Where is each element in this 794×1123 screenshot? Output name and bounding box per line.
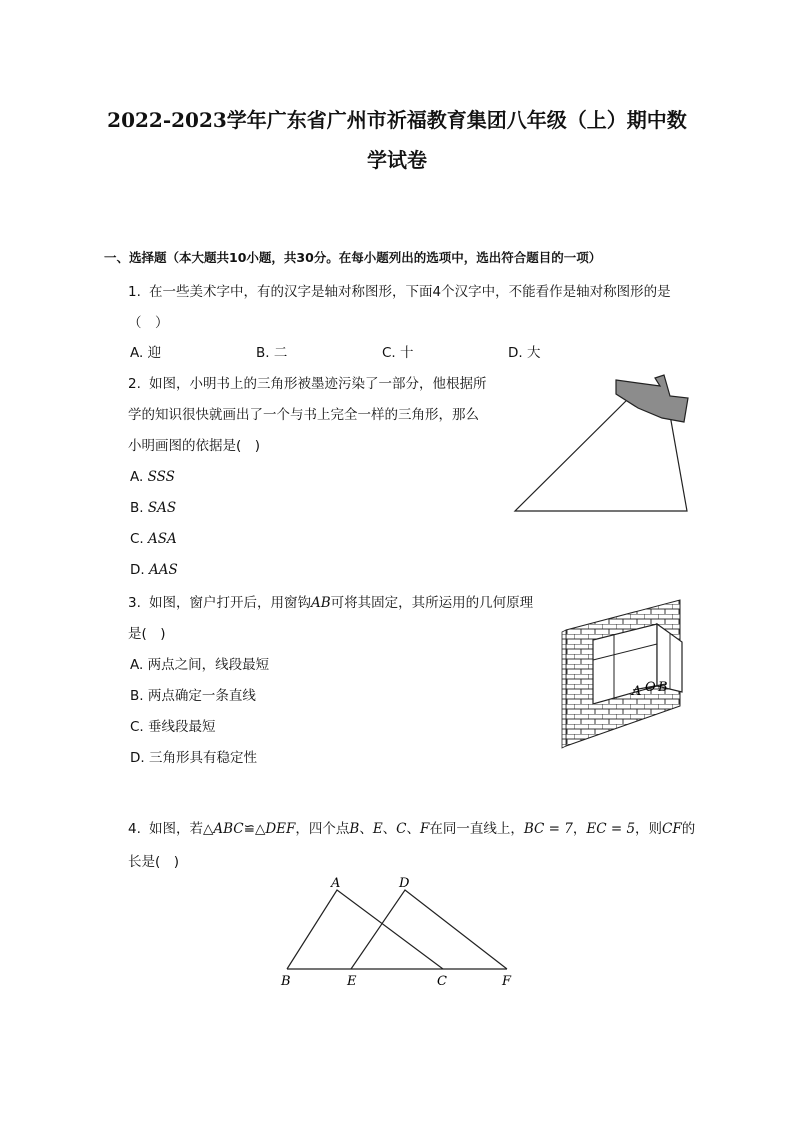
- question-1-option-d: D. 大: [508, 345, 541, 361]
- question-1-option-c: C. 十: [382, 345, 414, 361]
- question-2-text-line-2: 学的知识很快就画出了一个与书上完全一样的三角形，那么: [128, 407, 479, 423]
- question-4-triangles-figure: [270, 870, 530, 995]
- question-3-option-d: D. 三角形具有稳定性: [130, 750, 257, 766]
- label-o: O: [645, 680, 656, 695]
- question-3-text-line-2: 是( ): [128, 626, 166, 642]
- question-2-option-b: B. SAS: [130, 500, 177, 516]
- section-header: 一、选择题（本大题共10小题，共30分。在每小题列出的选项中，选出符合题目的一项）: [104, 250, 602, 265]
- question-2-option-d: D. AAS: [130, 562, 178, 578]
- question-4-text-line-2: 长是( ): [128, 854, 180, 870]
- question-3-number: 3.: [128, 595, 141, 611]
- question-4-text-line-1: 如图，若△ABC≌△DEF，四个点B、E、C、F在同一直线上，BC = 7，EC = 5，则CF的: [149, 821, 696, 837]
- wall-side: [562, 630, 566, 748]
- page-title-line-1: 2022-2023学年广东省广州市祈福教育集团八年级（上）期中数: [107, 108, 687, 132]
- label-a: A: [331, 876, 341, 891]
- question-1-option-a: A. 迎: [130, 345, 162, 361]
- page-title-line-2: 学试卷: [367, 148, 427, 172]
- question-2-stained-triangle-figure: [510, 372, 695, 517]
- question-3-option-b: B. 两点确定一条直线: [130, 688, 256, 704]
- label-c: C: [437, 974, 447, 989]
- question-3-option-a: A. 两点之间，线段最短: [130, 657, 270, 673]
- question-1-number: 1.: [128, 284, 141, 300]
- question-2-option-a: A. SSS: [130, 469, 175, 485]
- label-b: B: [281, 974, 291, 989]
- question-2-text-line-1: 如图，小明书上的三角形被墨迹污染了一部分，他根据所: [149, 376, 487, 392]
- label-a: A: [632, 684, 642, 699]
- question-2-text-line-3: 小明画图的依据是( ): [128, 438, 261, 454]
- question-3-option-c: C. 垂线段最短: [130, 719, 216, 735]
- question-2-option-c: C. ASA: [130, 531, 177, 547]
- question-2-number: 2.: [128, 376, 141, 392]
- label-b: B: [658, 680, 668, 695]
- question-1-bracket: （ ）: [128, 315, 169, 331]
- question-4-number: 4.: [128, 821, 141, 837]
- label-d: D: [399, 876, 410, 891]
- question-3-text-line-1: 如图，窗户打开后，用窗钩AB可将其固定，其所运用的几何原理: [149, 595, 534, 611]
- question-1-option-b: B. 二: [256, 345, 288, 361]
- triangle-def: [351, 890, 507, 969]
- question-1-text: 在一些美术字中，有的汉字是轴对称图形，下面4个汉字中，不能看作是轴对称图形的是: [149, 284, 671, 300]
- ink-stain: [616, 375, 688, 422]
- label-f: F: [502, 974, 512, 989]
- label-e: E: [347, 974, 357, 989]
- question-3-window-figure: [560, 594, 690, 752]
